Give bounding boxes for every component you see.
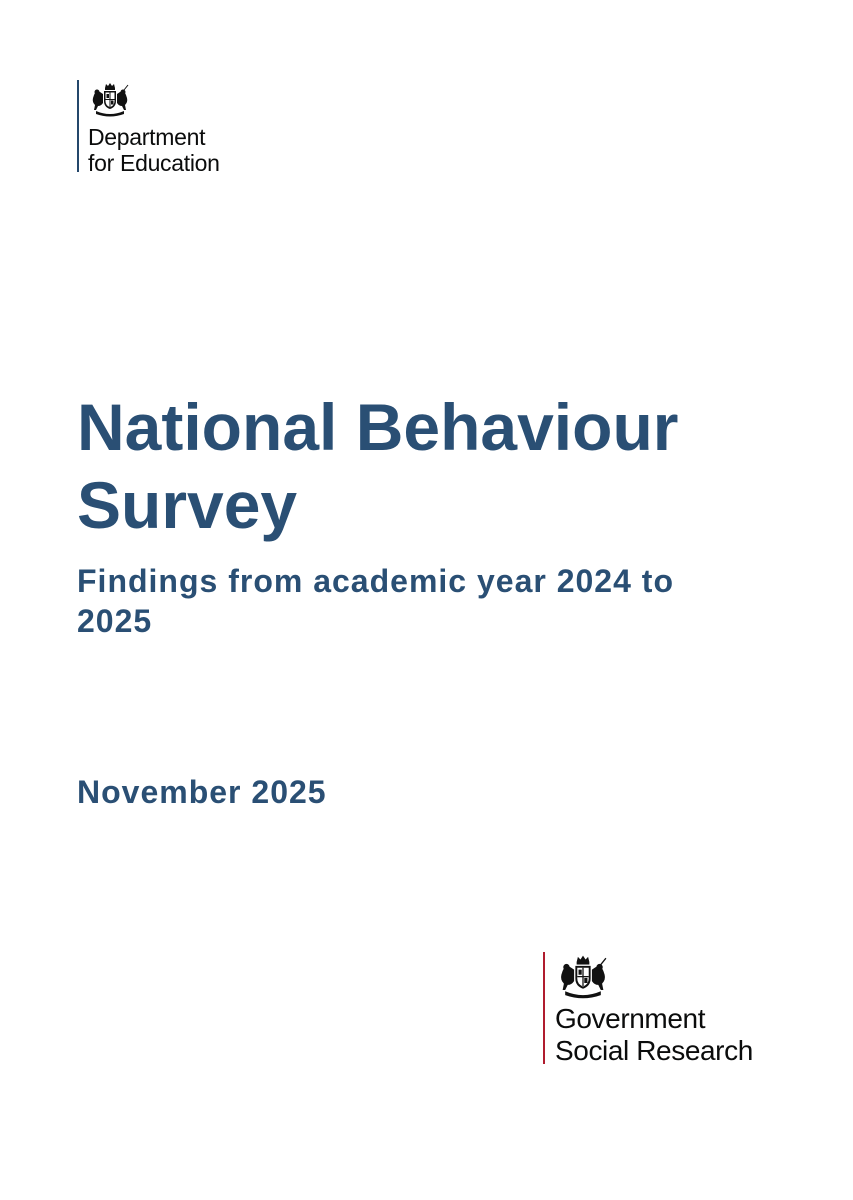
document-title-line-1: National Behaviour xyxy=(77,390,679,464)
document-title xyxy=(77,388,777,544)
government-social-research-logo xyxy=(543,952,783,1066)
department-name xyxy=(88,124,220,176)
gsr-name xyxy=(555,1003,753,1067)
gsr-name-line-2: Social Research xyxy=(555,1035,753,1066)
publication-date: November 2025 xyxy=(77,774,327,810)
document-subtitle-line-1: Findings from academic year 2024 to xyxy=(77,563,674,599)
document-subtitle-line-2: 2025 xyxy=(77,603,153,639)
department-for-education-logo xyxy=(77,80,257,176)
document-subtitle xyxy=(77,561,777,641)
department-name-line-2: for Education xyxy=(88,150,220,176)
department-name-line-1: Department xyxy=(88,124,206,150)
royal-coat-of-arms-icon xyxy=(555,953,611,999)
gsr-name-line-1: Government xyxy=(555,1003,706,1034)
document-title-line-2: Survey xyxy=(77,468,298,542)
royal-coat-of-arms-icon xyxy=(88,81,132,117)
logo-rule xyxy=(543,952,545,1064)
logo-rule xyxy=(77,80,79,172)
